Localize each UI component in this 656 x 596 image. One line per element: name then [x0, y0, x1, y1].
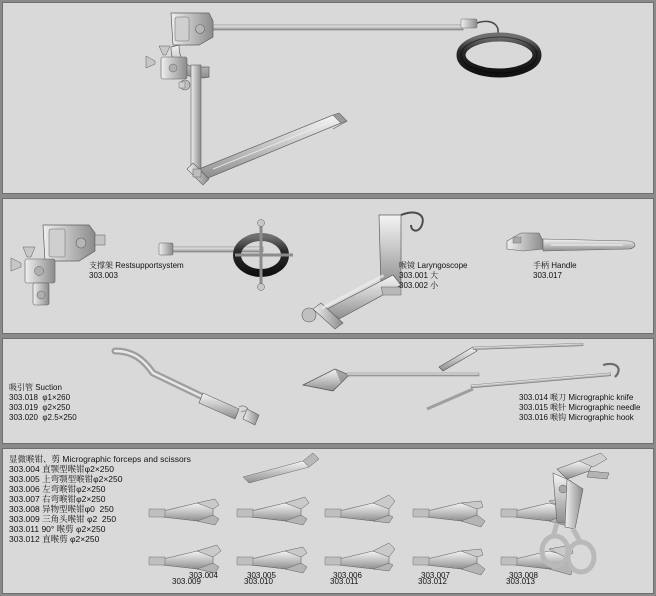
caption-suction — [9, 383, 77, 423]
caption-line: 303.009 三角头喉钳 φ2 250 — [9, 514, 117, 524]
caption-line: 303.018 φ1×260 — [9, 393, 71, 402]
caption-line: 303.002 小 — [399, 281, 439, 290]
item-label: 303.006 — [333, 571, 362, 580]
assembly-illustration — [3, 3, 653, 193]
panel-components — [2, 198, 654, 334]
caption-line: 303.008 异物型喉钳φ0 250 — [9, 504, 114, 514]
caption-line: 303.012 直喉剪 φ2×250 — [9, 534, 100, 544]
caption-line: 303.011 90° 喉剪 φ2×250 — [9, 524, 106, 534]
panel-suction-and-micro — [2, 338, 654, 444]
panel-forceps-and-scissors — [2, 448, 654, 594]
caption-laryngoscope — [399, 261, 467, 291]
caption-rest-support — [89, 261, 184, 281]
item-label: 303.009 — [172, 577, 201, 586]
item-label: 303.013 — [506, 577, 535, 586]
item-label: 303.004 — [189, 571, 218, 580]
caption-line: 303.007 右弯喉钳φ2×250 — [9, 494, 106, 504]
caption-line: 手柄 Handle — [533, 261, 577, 270]
caption-line: 303.006 左弯喉钳φ2×250 — [9, 484, 106, 494]
item-label: 303.011 — [330, 577, 359, 586]
item-label: 303.010 — [244, 577, 273, 586]
caption-line: 303.005 上弯颚型喉钳φ2×250 — [9, 474, 123, 484]
caption-line: 303.019 φ2×250 — [9, 403, 71, 412]
caption-line: 303.001 大 — [399, 271, 439, 280]
caption-micro-instruments — [519, 393, 640, 423]
caption-line: 303.004 直颚型喉钳φ2×250 — [9, 464, 114, 474]
caption-forceps-list — [9, 454, 191, 544]
panel-laryngoscope-assembly — [2, 2, 654, 194]
caption-line: 吸引管 Suction — [9, 383, 62, 392]
caption-line: 303.003 — [89, 271, 118, 280]
item-label: 303.008 — [509, 571, 538, 580]
caption-handle — [533, 261, 577, 281]
caption-line: 303.016 喉钩 Micrographic hook — [519, 413, 634, 422]
caption-line: 303.017 — [533, 271, 562, 280]
caption-line: 喉镜 Laryngoscope — [399, 261, 468, 270]
caption-line: 显微喉钳、剪 Micrographic forceps and scissors — [9, 454, 191, 464]
suction-micro-illustration — [3, 339, 653, 443]
item-label: 303.005 — [247, 571, 276, 580]
caption-line: 303.014 喉刀 Micrographic knife — [519, 393, 634, 402]
item-label: 303.007 — [421, 571, 450, 580]
item-label: 303.012 — [418, 577, 447, 586]
caption-line: 303.020 φ2.5×250 — [9, 413, 77, 422]
caption-line: 支撑架 Restsupportsystem — [89, 261, 184, 270]
caption-line: 303.015 喉针 Micrographic needle — [519, 403, 641, 412]
